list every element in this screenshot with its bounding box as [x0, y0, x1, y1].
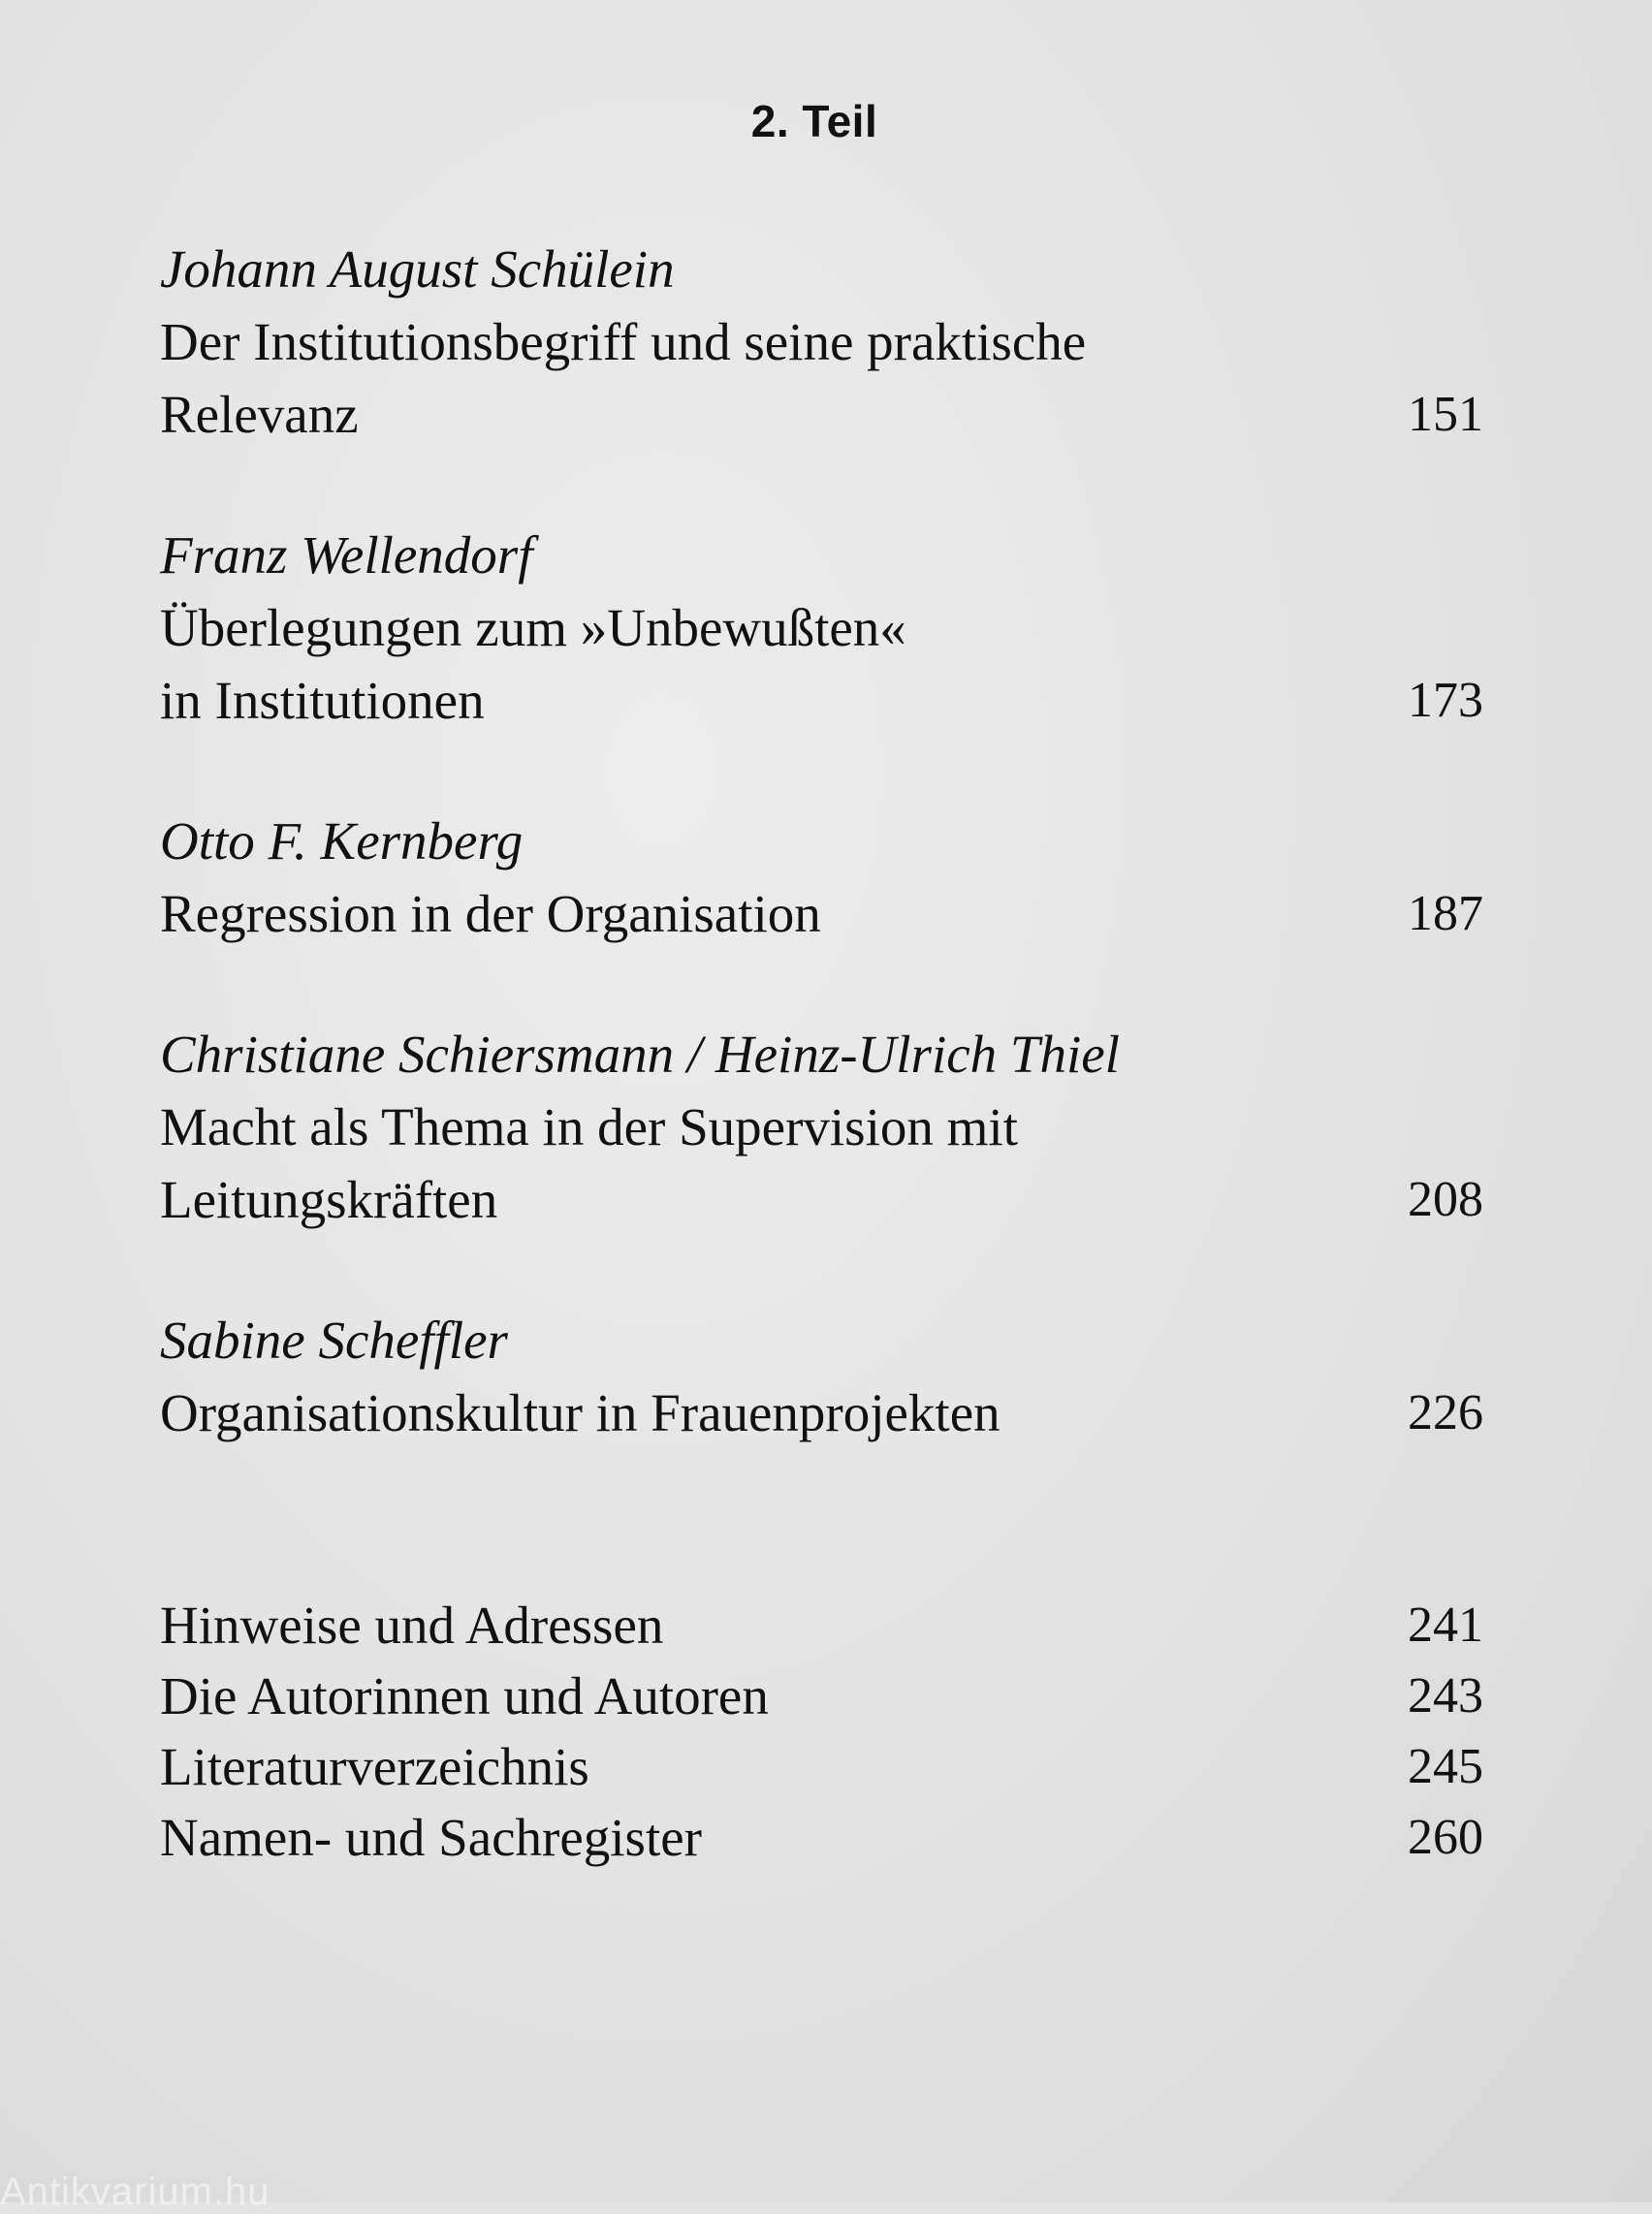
appendix-title: Die Autorinnen und Autoren — [160, 1666, 769, 1725]
entry-title-text: Regression in der Organisation — [160, 884, 821, 943]
appendix-item — [160, 1731, 1483, 1802]
entry-page-number: 187 — [1408, 886, 1483, 941]
appendix-page-number: 245 — [1408, 1739, 1483, 1794]
toc-entry — [160, 519, 1483, 737]
entry-author: Johann August Schülein — [160, 239, 675, 299]
appendix-title: Namen- und Sachregister — [160, 1808, 702, 1867]
appendix-page-number: 241 — [1408, 1597, 1483, 1653]
appendix-title: Literaturverzeichnis — [160, 1737, 589, 1796]
toc-entry — [160, 1304, 1483, 1449]
appendix-item — [160, 1590, 1483, 1660]
appendix-list — [160, 1590, 1483, 1873]
entry-author: Franz Wellendorf — [160, 525, 533, 585]
entry-title-line-last — [160, 1163, 1483, 1236]
entry-author: Christiane Schiersmann / Heinz-Ulrich Thiel — [160, 1025, 1120, 1084]
entry-title-text: in Institutionen — [160, 671, 485, 730]
appendix-page-number: 260 — [1408, 1810, 1483, 1865]
entry-page-number: 151 — [1408, 387, 1483, 442]
appendix-item — [160, 1802, 1483, 1873]
entry-author: Sabine Scheffler — [160, 1311, 508, 1370]
entry-title-line-last — [160, 664, 1483, 737]
entry-title-line: Überlegungen zum »Unbewußten« — [160, 598, 906, 657]
entry-title-line-last — [160, 378, 1483, 451]
appendix-page-number: 243 — [1408, 1668, 1483, 1724]
entry-page-number: 173 — [1408, 673, 1483, 728]
entry-title-text: Organisationskultur in Frauenprojekten — [160, 1383, 1001, 1442]
entry-title-line-last — [160, 1376, 1483, 1449]
entry-page-number: 226 — [1408, 1385, 1483, 1440]
toc-entry — [160, 1018, 1483, 1236]
entry-title-text: Relevanz — [160, 385, 359, 444]
entry-page-number: 208 — [1408, 1172, 1483, 1227]
entry-title-line: Der Institutionsbegriff und seine praktische — [160, 312, 1087, 371]
toc-entry — [160, 233, 1483, 451]
appendix-title: Hinweise und Adressen — [160, 1596, 664, 1655]
toc-entry — [160, 805, 1483, 950]
part-heading: 2. Teil — [750, 96, 878, 146]
entry-title-text: Leitungskräften — [160, 1170, 498, 1229]
watermark: Antikvarium.hu — [0, 2170, 270, 2213]
entry-title-line: Macht als Thema in der Supervision mit — [160, 1097, 1018, 1156]
entry-title-line-last — [160, 877, 1483, 950]
entry-author: Otto F. Kernberg — [160, 811, 524, 870]
appendix-item — [160, 1660, 1483, 1731]
